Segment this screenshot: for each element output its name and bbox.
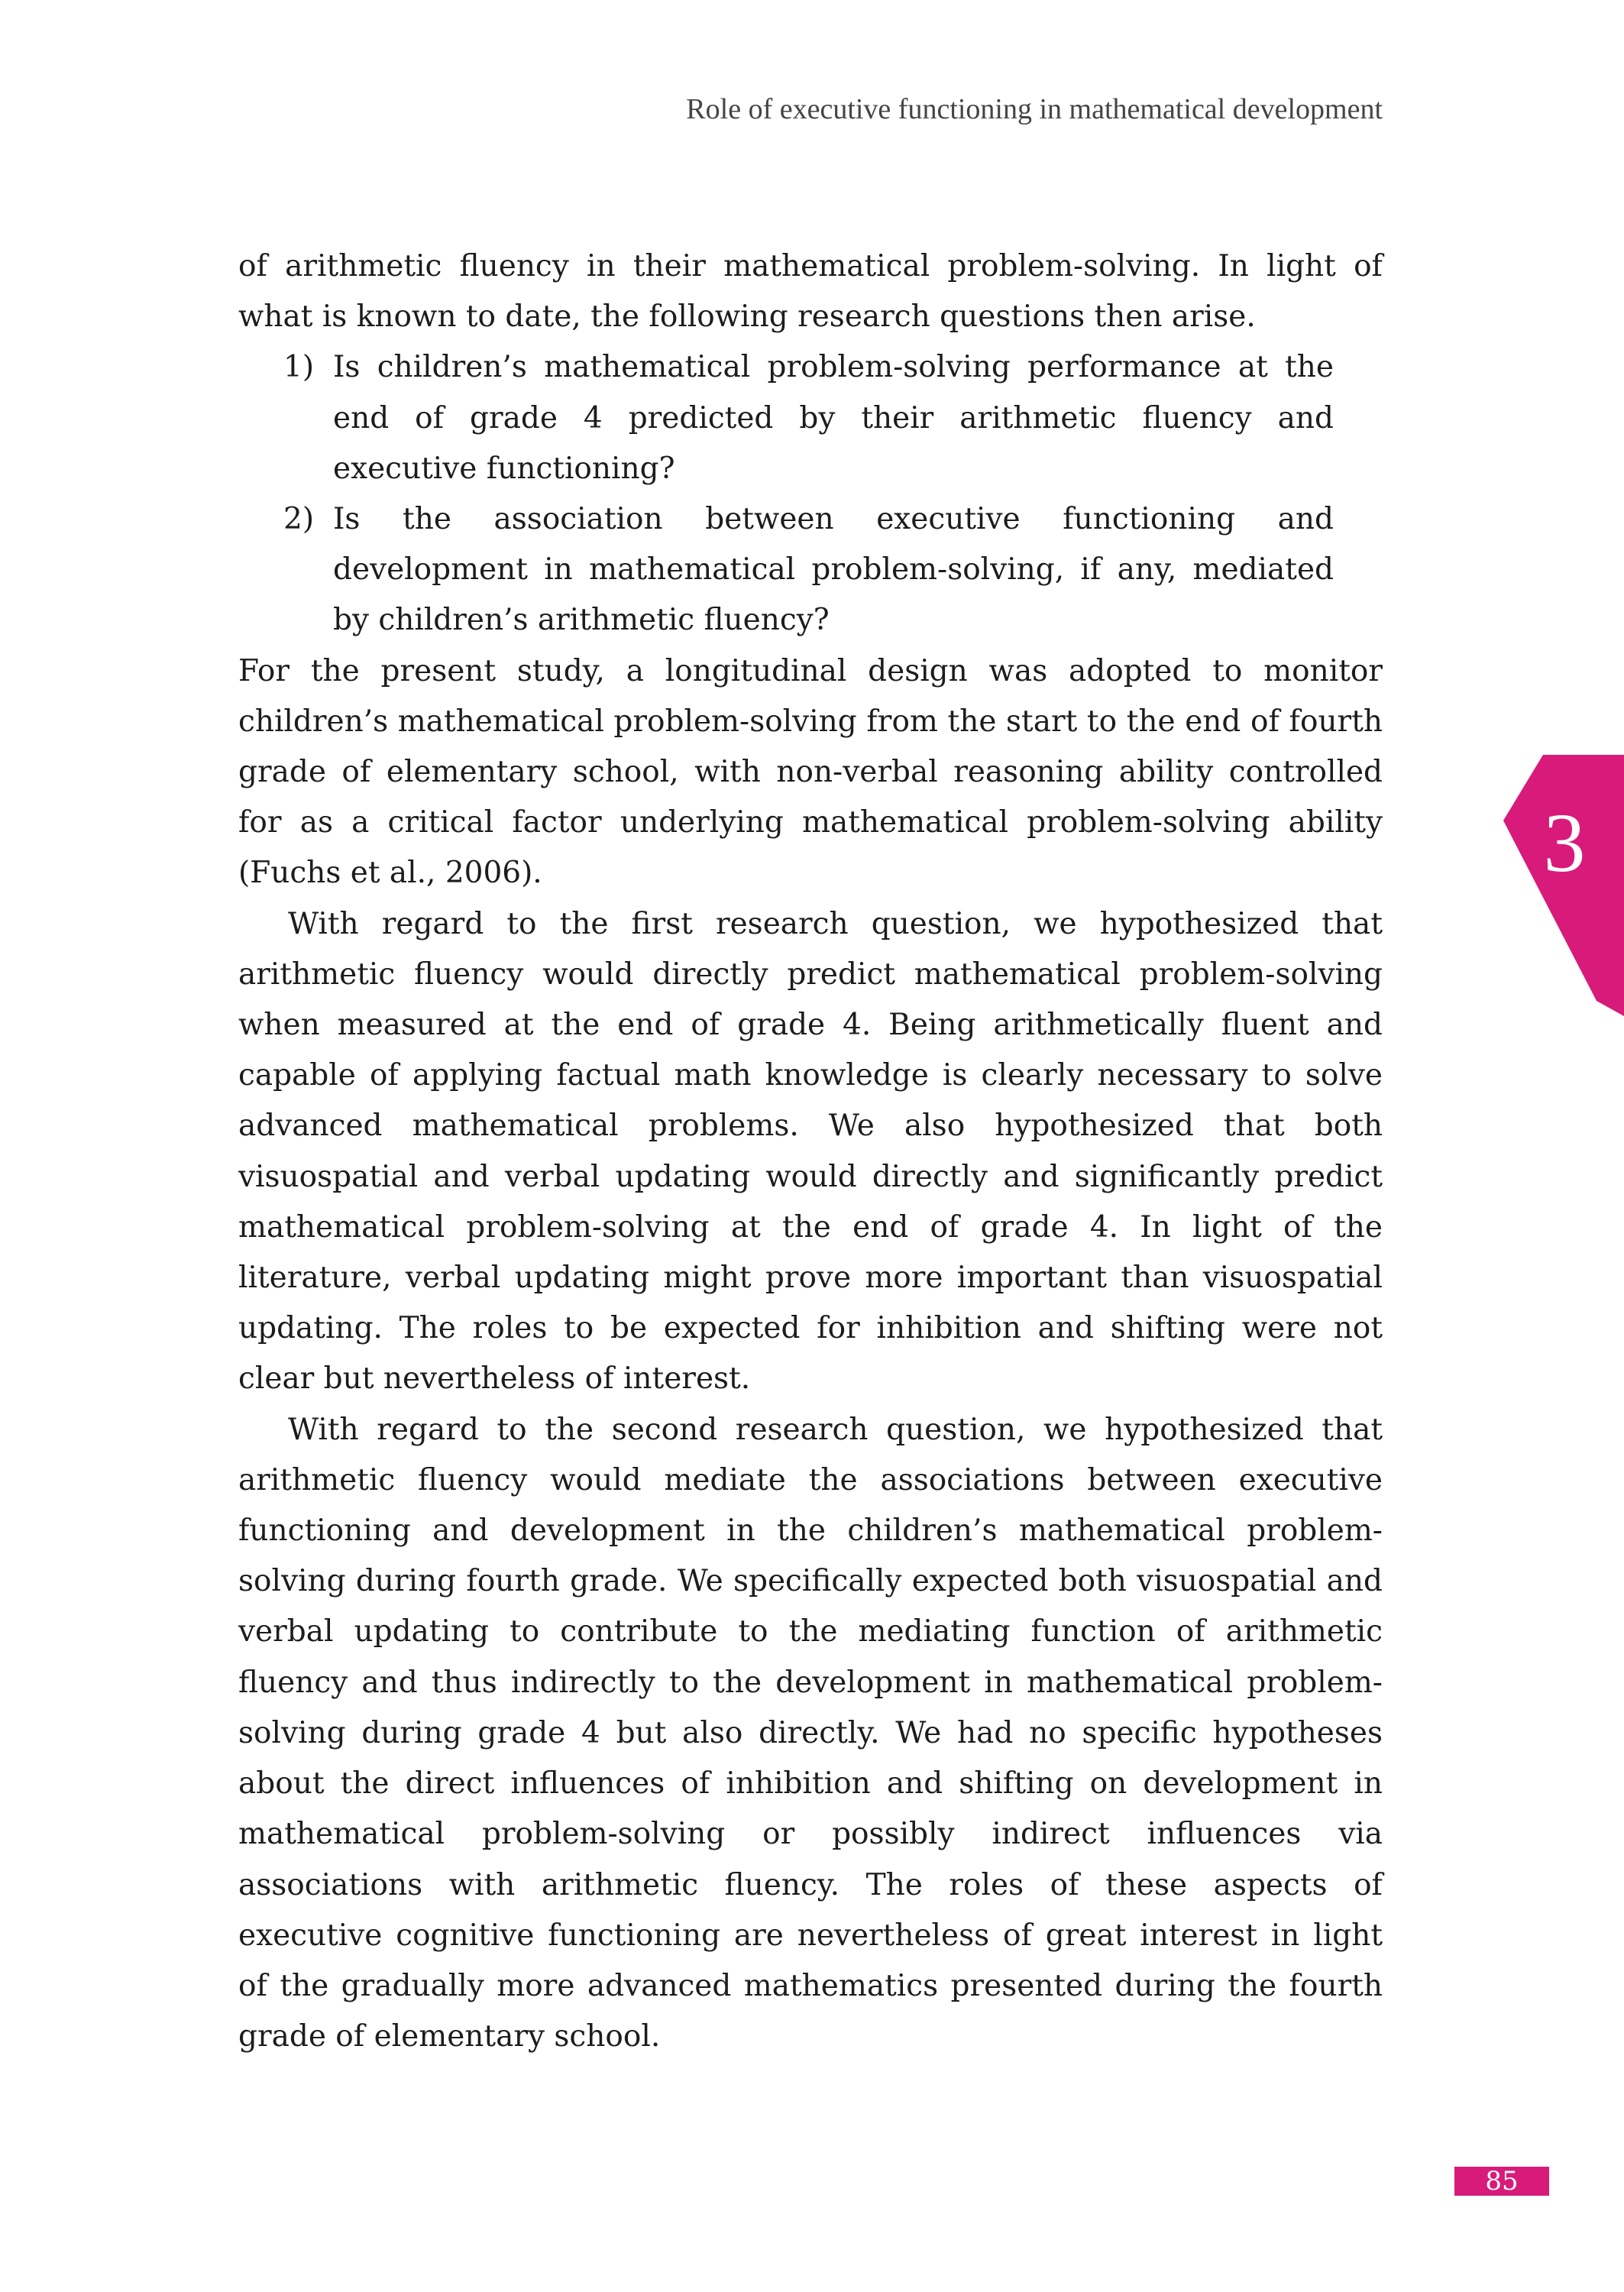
research-question-number: 1) (283, 350, 315, 385)
research-question-number: 2) (283, 502, 315, 537)
running-header: Role of executive functioning in mathematical development (686, 93, 1383, 125)
research-question-item (283, 342, 1334, 494)
research-question-item (283, 494, 1334, 646)
paragraph-intro: of arithmetic fluency in their mathematical problem-solving. In light of what is known to date, the following research questions then arise. (238, 249, 1383, 335)
page-number-badge (1454, 2167, 1549, 2196)
page-number: 85 (1485, 2166, 1519, 2196)
research-question-text: Is children’s mathematical problem-solving performance at the end of grade 4 predicted by their arithmetic fluency and executive functioning? (333, 350, 1334, 486)
paragraph-hypothesis-1: With regard to the first research question, we hypothesized that arithmetic fluency would directly predict mathematical problem-solving when measured at the end of grade 4. Being arithmetically fluent and capable of applying factual math knowledge is clearly necessary to solve advanced mathematical problems. We also hypothesized that both visuospatial and verbal updating would directly and significantly predict mathematical problem-solving at the end of grade 4. In light of the literature, verbal updating might prove more important than visuospatial updating. The roles to be expected for inhibition and shifting were not clear but nevertheless of interest. (238, 906, 1383, 1397)
paragraph-hypothesis-2: With regard to the second research question, we hypothesized that arithmetic fluency would mediate the associations between executive functioning and development in the children’s mathematical problem-solving during fourth grade. We specifically expected both visuospatial and verbal updating to contribute to the mediating function of arithmetic fluency and thus indirectly to the development in mathematical problem-solving during grade 4 but also directly. We had no specific hypotheses about the direct influences of inhibition and shifting on development in mathematical problem-solving or possibly indirect influences via associations with arithmetic fluency. The roles of these aspects of executive cognitive functioning are nevertheless of great interest in light of the gradually more advanced mathematics presented during the fourth grade of elementary school. (238, 1412, 1383, 2054)
body-text (238, 241, 1383, 2062)
paragraph-design: For the present study, a longitudinal design was adopted to monitor children’s mathematical problem-solving from the start to the end of fourth grade of elementary school, with non-verbal reasoning ability controlled for as a critical factor underlying mathematical problem-solving ability (Fuchs et al., 2006). (238, 653, 1383, 891)
research-question-list (238, 342, 1383, 646)
research-question-text: Is the association between executive functioning and development in mathematical problem-solving, if any, mediated by children’s arithmetic fluency? (333, 502, 1334, 638)
chapter-number: 3 (1543, 796, 1586, 889)
